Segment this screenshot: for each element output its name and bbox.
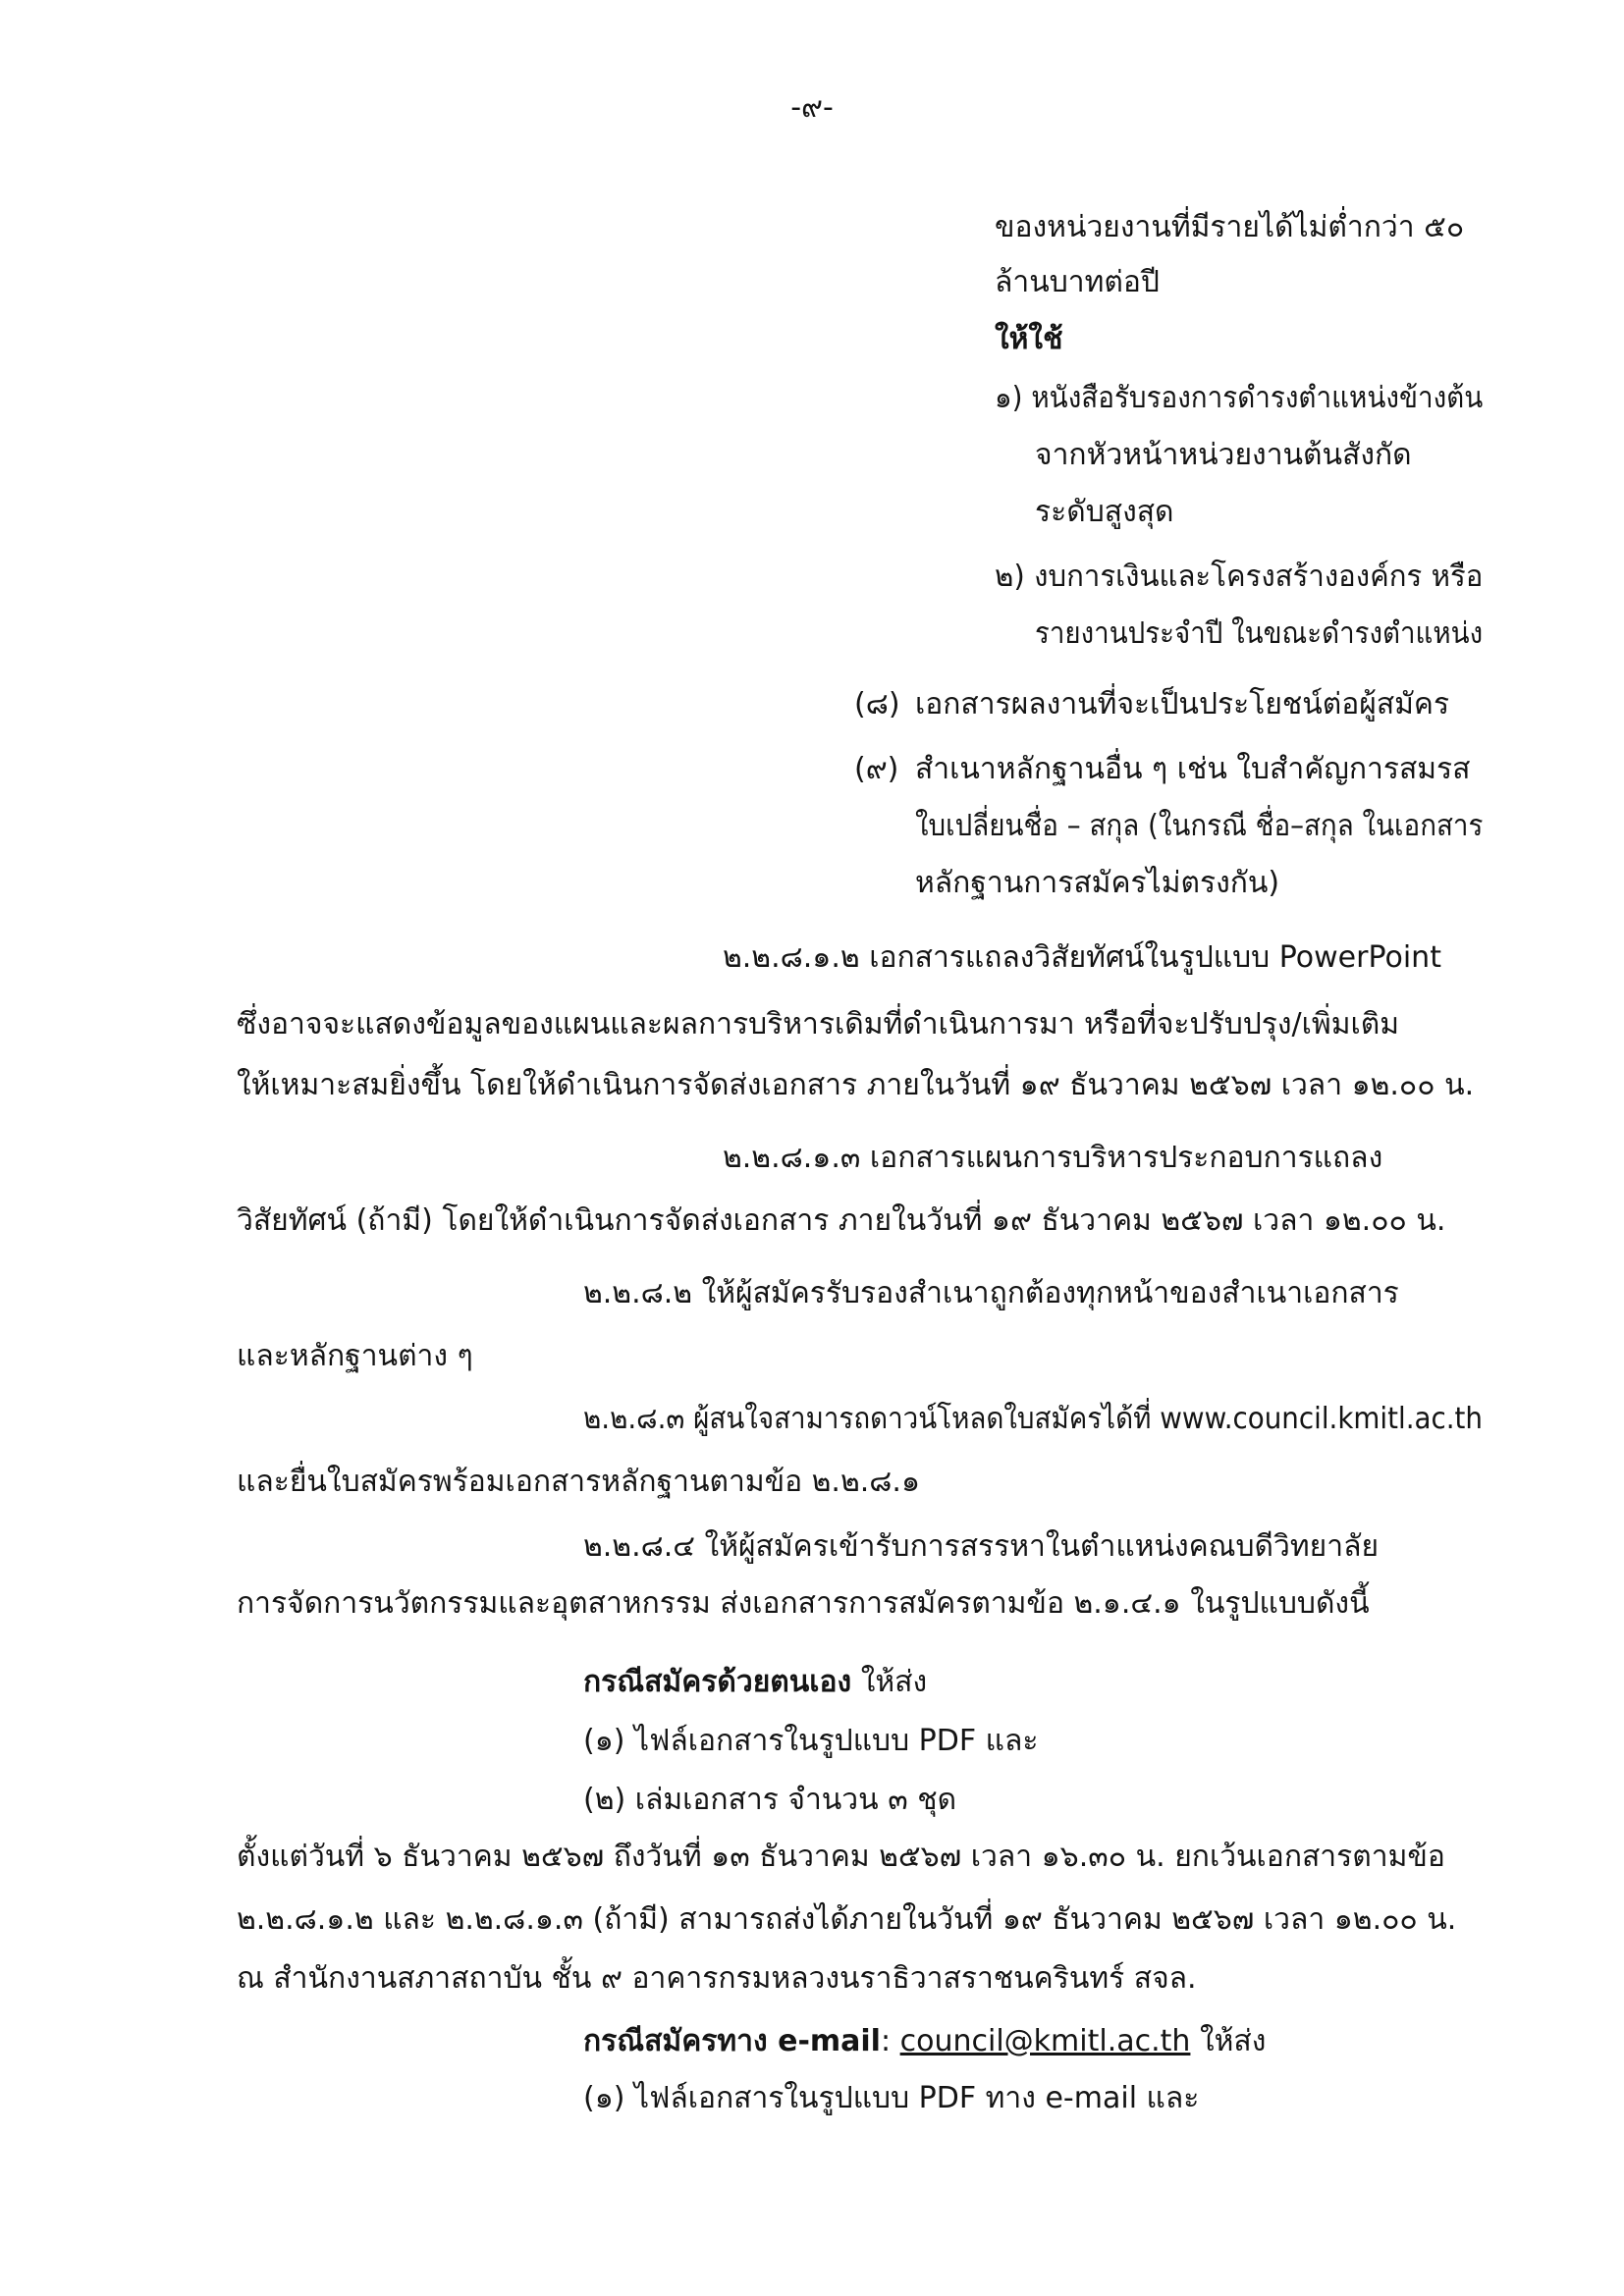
self-apply-heading: กรณีสมัครด้วยตนเอง xyxy=(583,1665,852,1699)
section-2-2-8-1-2-title: ๒.๒.๘.๑.๒ เอกสารแถลงวิสัยทัศน์ในรูปแบบ PowerPoint xyxy=(723,940,1441,975)
email-apply-item-1: (๑) ไฟล์เอกสารในรูปแบบ PDF ทาง e-mail และ xyxy=(583,2081,1200,2115)
section-2-2-8-2-title: ๒.๒.๘.๒ ให้ผู้สมัครรับรองสำเนาถูกต้องทุกหน้าของสำเนาเอกสาร xyxy=(583,1276,1399,1310)
self-apply-heading-row xyxy=(583,1663,927,1702)
section-2-2-8-3-title: ๒.๒.๘.๓ ผู้สนใจสามารถดาวน์โหลดใบสมัครได้ที่ www.council.kmitl.ac.th xyxy=(583,1402,1484,1436)
self-apply-line-2: ๒.๒.๘.๑.๒ และ ๒.๒.๘.๑.๓ (ถ้ามี) สามารถส่งได้ภายในวันที่ ๑๙ ธันวาคม ๒๕๖๗ เวลา ๑๒.๐๐ น. xyxy=(237,1902,1457,1937)
doc-item-9-line-3: หลักฐานการสมัครไม่ตรงกัน) xyxy=(915,866,1280,900)
doc-item-8-text: เอกสารผลงานที่จะเป็นประโยชน์ต่อผู้สมัคร xyxy=(915,687,1450,721)
email-apply-colon: : xyxy=(880,2024,900,2058)
email-apply-heading-row xyxy=(583,2022,1266,2061)
self-apply-line-3: ณ สำนักงานสภาสถาบัน ชั้น ๙ อาคารกรมหลวงนราธิวาสราชนครินทร์ สจล. xyxy=(237,1961,1197,1996)
section-2-2-8-1-2-line-3: ให้เหมาะสมยิ่งขึ้น โดยให้ดำเนินการจัดส่งเอกสาร ภายในวันที่ ๑๙ ธันวาคม ๒๕๖๗ เวลา ๑๒.๐๐ น. xyxy=(237,1068,1475,1102)
self-apply-item-2: (๒) เล่มเอกสาร จำนวน ๓ ชุด xyxy=(583,1783,957,1817)
email-apply-suffix: ให้ส่ง xyxy=(1190,2024,1267,2058)
doc-item-9-line-2: ใบเปลี่ยนชื่อ – สกุล (ในกรณี ชื่อ–สกุล ในเอกสาร xyxy=(915,809,1484,843)
use-item-1-line-1: ๑) หนังสือรับรองการดำรงตำแหน่งข้างต้น xyxy=(995,381,1484,415)
doc-item-9-line-1: สำเนาหลักฐานอื่น ๆ เช่น ใบสำคัญการสมรส xyxy=(915,752,1471,786)
doc-item-8-number: (๘) xyxy=(854,687,900,721)
section-2-2-8-2-line-2: และหลักฐานต่าง ๆ xyxy=(237,1339,473,1373)
use-item-2-line-1: ๒) งบการเงินและโครงสร้างองค์กร หรือ xyxy=(995,560,1484,594)
section-2-2-8-4-line-2: การจัดการนวัตกรรมและอุตสาหกรรม ส่งเอกสารการสมัครตามข้อ ๒.๑.๔.๑ ในรูปแบบดังนี้ xyxy=(237,1586,1370,1621)
section-2-2-8-1-3-line-2: วิสัยทัศน์ (ถ้ามี) โดยให้ดำเนินการจัดส่งเอกสาร ภายในวันที่ ๑๙ ธันวาคม ๒๕๖๗ เวลา ๑๒.๐๐ น. xyxy=(237,1203,1446,1238)
continuation-line-1: ของหน่วยงานที่มีรายได้ไม่ต่ำกว่า ๕๐ xyxy=(995,210,1465,244)
section-2-2-8-1-3-title: ๒.๒.๘.๑.๓ เอกสารแผนการบริหารประกอบการแถลง xyxy=(723,1141,1383,1175)
continuation-line-2: ล้านบาทต่อปี xyxy=(995,265,1160,299)
use-item-1-line-2: จากหัวหน้าหน่วยงานต้นสังกัด xyxy=(1035,438,1412,472)
section-2-2-8-1-2-line-2: ซึ่งอาจจะแสดงข้อมูลของแผนและผลการบริหารเดิมที่ดำเนินการมา หรือที่จะปรับปรุง/เพิ่มเติม xyxy=(237,1007,1399,1041)
use-item-1-line-3: ระดับสูงสุด xyxy=(1035,495,1174,529)
self-apply-heading-suffix: ให้ส่ง xyxy=(851,1665,928,1699)
self-apply-line-1: ตั้งแต่วันที่ ๖ ธันวาคม ๒๕๖๗ ถึงวันที่ ๑๓ ธันวาคม ๒๕๖๗ เวลา ๑๖.๓๐ น. ยกเว้นเอกสารตามข้อ xyxy=(237,1840,1445,1874)
email-apply-heading: กรณีสมัครทาง e-mail xyxy=(583,2024,881,2058)
council-email-link[interactable]: council@kmitl.ac.th xyxy=(899,2024,1191,2058)
section-2-2-8-4-title: ๒.๒.๘.๔ ให้ผู้สมัครเข้ารับการสรรหาในตำแหน่งคณบดีวิทยาลัย xyxy=(583,1529,1380,1564)
use-item-2-line-2: รายงานประจำปี ในขณะดำรงตำแหน่ง xyxy=(1035,616,1484,651)
doc-item-9-number: (๙) xyxy=(854,752,899,786)
page-number: -๙- xyxy=(790,90,834,125)
use-heading: ให้ใช้ xyxy=(995,322,1063,356)
section-2-2-8-3-line-2: และยื่นใบสมัครพร้อมเอกสารหลักฐานตามข้อ ๒.๒.๘.๑ xyxy=(237,1465,921,1499)
self-apply-item-1: (๑) ไฟล์เอกสารในรูปแบบ PDF และ xyxy=(583,1724,1039,1758)
